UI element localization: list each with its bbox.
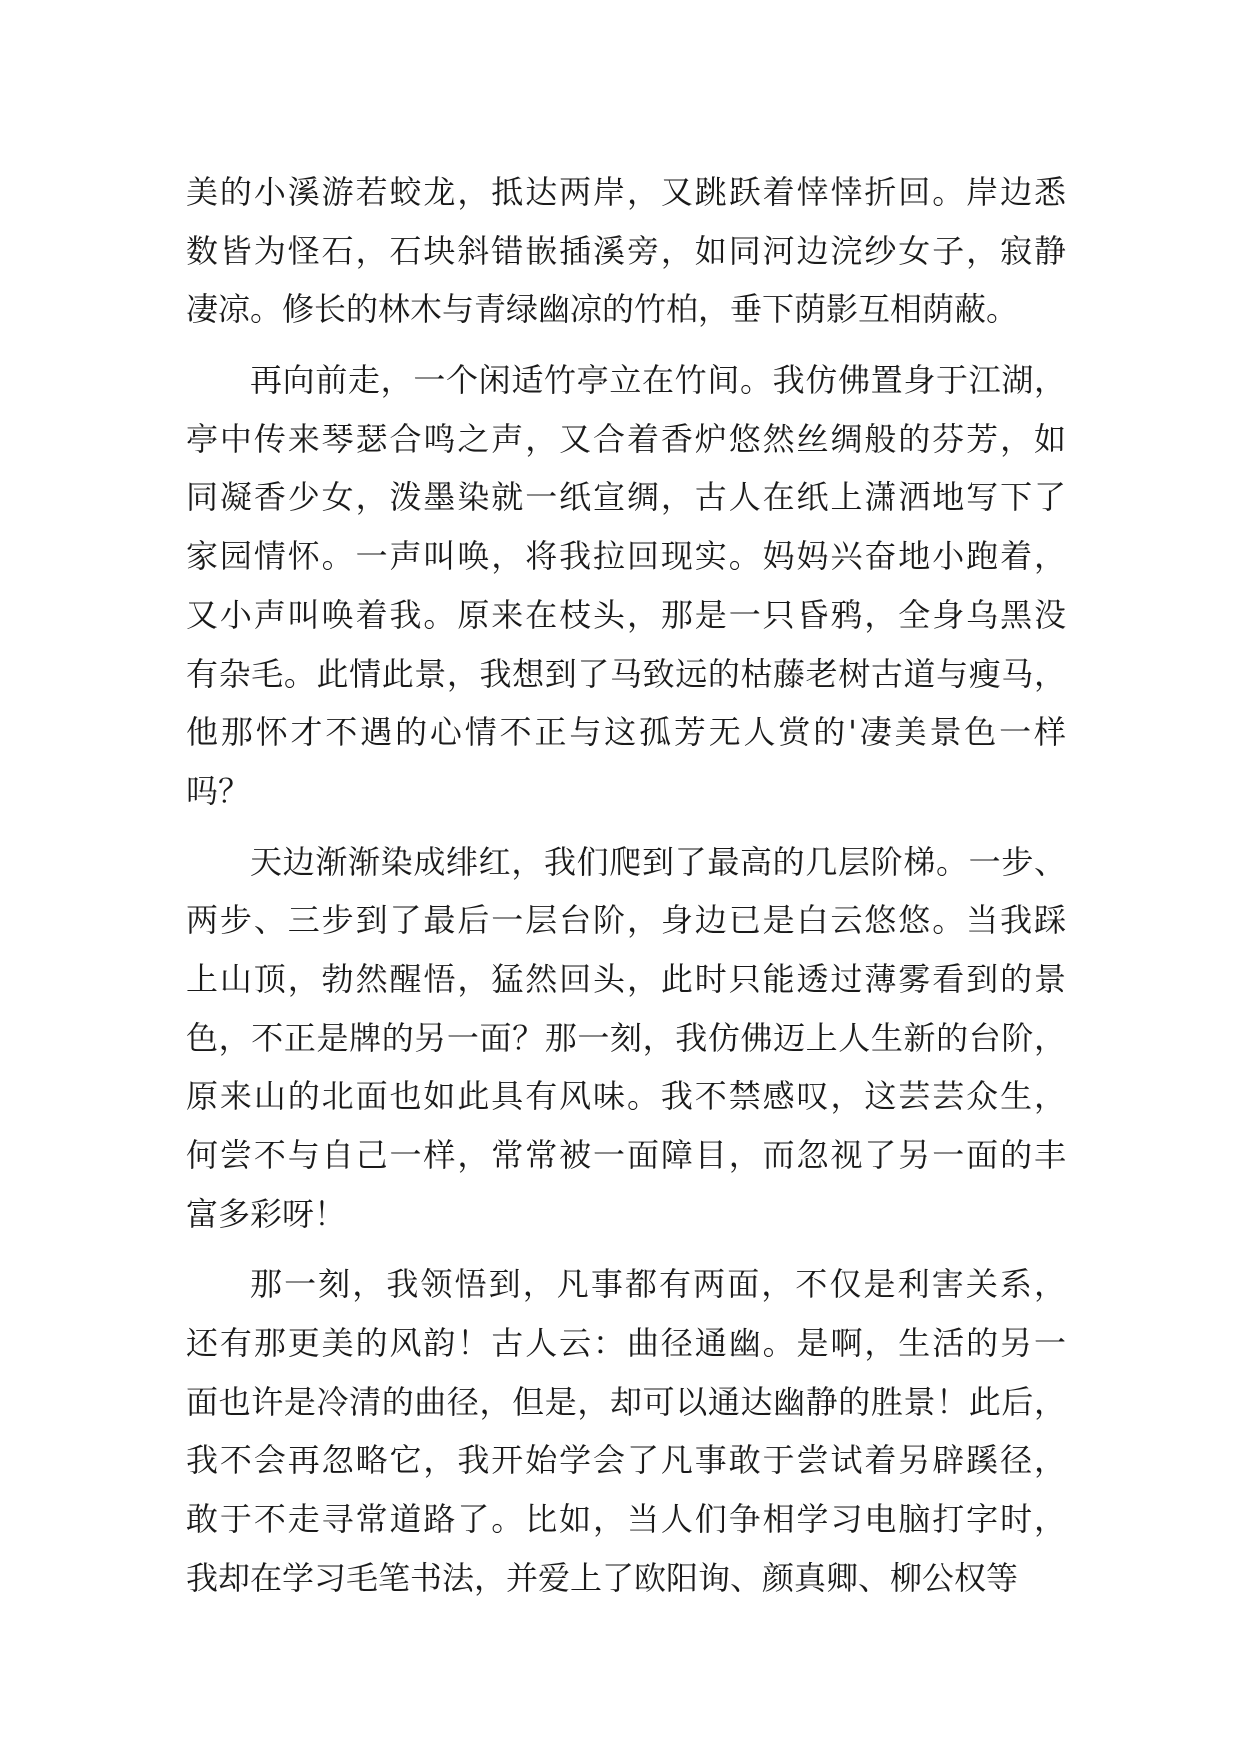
text-line: 还有那更美的风韵！古人云：曲径通幽。是啊，生活的另一 <box>186 1324 1066 1363</box>
text-line: 同凝香少女，泼墨染就一纸宣绸，古人在纸上潇洒地写下了 <box>186 478 1066 517</box>
text-line: 他那怀才不遇的心情不正与这孤芳无人赏的'凄美景色一样 <box>186 713 1066 752</box>
paragraph <box>186 351 1066 821</box>
text-line: 敢于不走寻常道路了。比如，当人们争相学习电脑打字时， <box>186 1500 1066 1539</box>
text-line: 家园情怀。一声叫唤，将我拉回现实。妈妈兴奋地小跑着， <box>186 537 1066 576</box>
text-line: 亭中传来琴瑟合鸣之声，又合着香炉悠然丝绸般的芬芳，如 <box>186 419 1066 458</box>
text-line: 凄凉。修长的林木与青绿幽凉的竹柏，垂下荫影互相荫蔽。 <box>186 290 1019 329</box>
text-line: 我却在学习毛笔书法，并爱上了欧阳询、颜真卿、柳公权等 <box>186 1558 1019 1597</box>
text-line: 上山顶，勃然醒悟，猛然回头，此时只能透过薄雾看到的景 <box>186 959 1066 998</box>
text-line: 又小声叫唤着我。原来在枝头，那是一只昏鸦，全身乌黑没 <box>186 595 1066 634</box>
text-line: 原来山的北面也如此具有风味。我不禁感叹，这芸芸众生， <box>186 1077 1066 1116</box>
paragraph <box>186 1255 1066 1607</box>
paragraph <box>186 833 1066 1244</box>
text-line: 天边渐渐染成绯红，我们爬到了最高的几层阶梯。一步、 <box>250 842 1066 881</box>
text-line: 再向前走，一个闲适竹亭立在竹间。我仿佛置身于江湖， <box>250 361 1066 400</box>
text-line: 两步、三步到了最后一层台阶，身边已是白云悠悠。当我踩 <box>186 901 1066 940</box>
paragraph <box>186 163 1066 339</box>
text-line: 富多彩呀！ <box>186 1194 347 1233</box>
text-line: 我不会再忽略它，我开始学会了凡事敢于尝试着另辟蹊径， <box>186 1441 1066 1480</box>
text-line: 色，不正是牌的另一面？那一刻，我仿佛迈上人生新的台阶， <box>186 1018 1066 1057</box>
text-line: 面也许是冷清的曲径，但是，却可以通达幽静的胜景！此后， <box>186 1382 1066 1421</box>
text-line: 数皆为怪石，石块斜错嵌插溪旁，如同河边浣纱女子，寂静 <box>186 231 1066 270</box>
text-line: 那一刻，我领悟到，凡事都有两面，不仅是利害关系， <box>250 1265 1066 1304</box>
text-line: 何尝不与自己一样，常常被一面障目，而忽视了另一面的丰 <box>186 1136 1066 1174</box>
body-text <box>186 163 1066 1608</box>
text-line: 有杂毛。此情此景，我想到了马致远的枯藤老树古道与瘦马， <box>186 654 1066 693</box>
text-line: 吗？ <box>186 771 251 810</box>
text-line: 美的小溪游若蛟龙，抵达两岸，又跳跃着悻悻折回。岸边悉 <box>186 173 1066 211</box>
